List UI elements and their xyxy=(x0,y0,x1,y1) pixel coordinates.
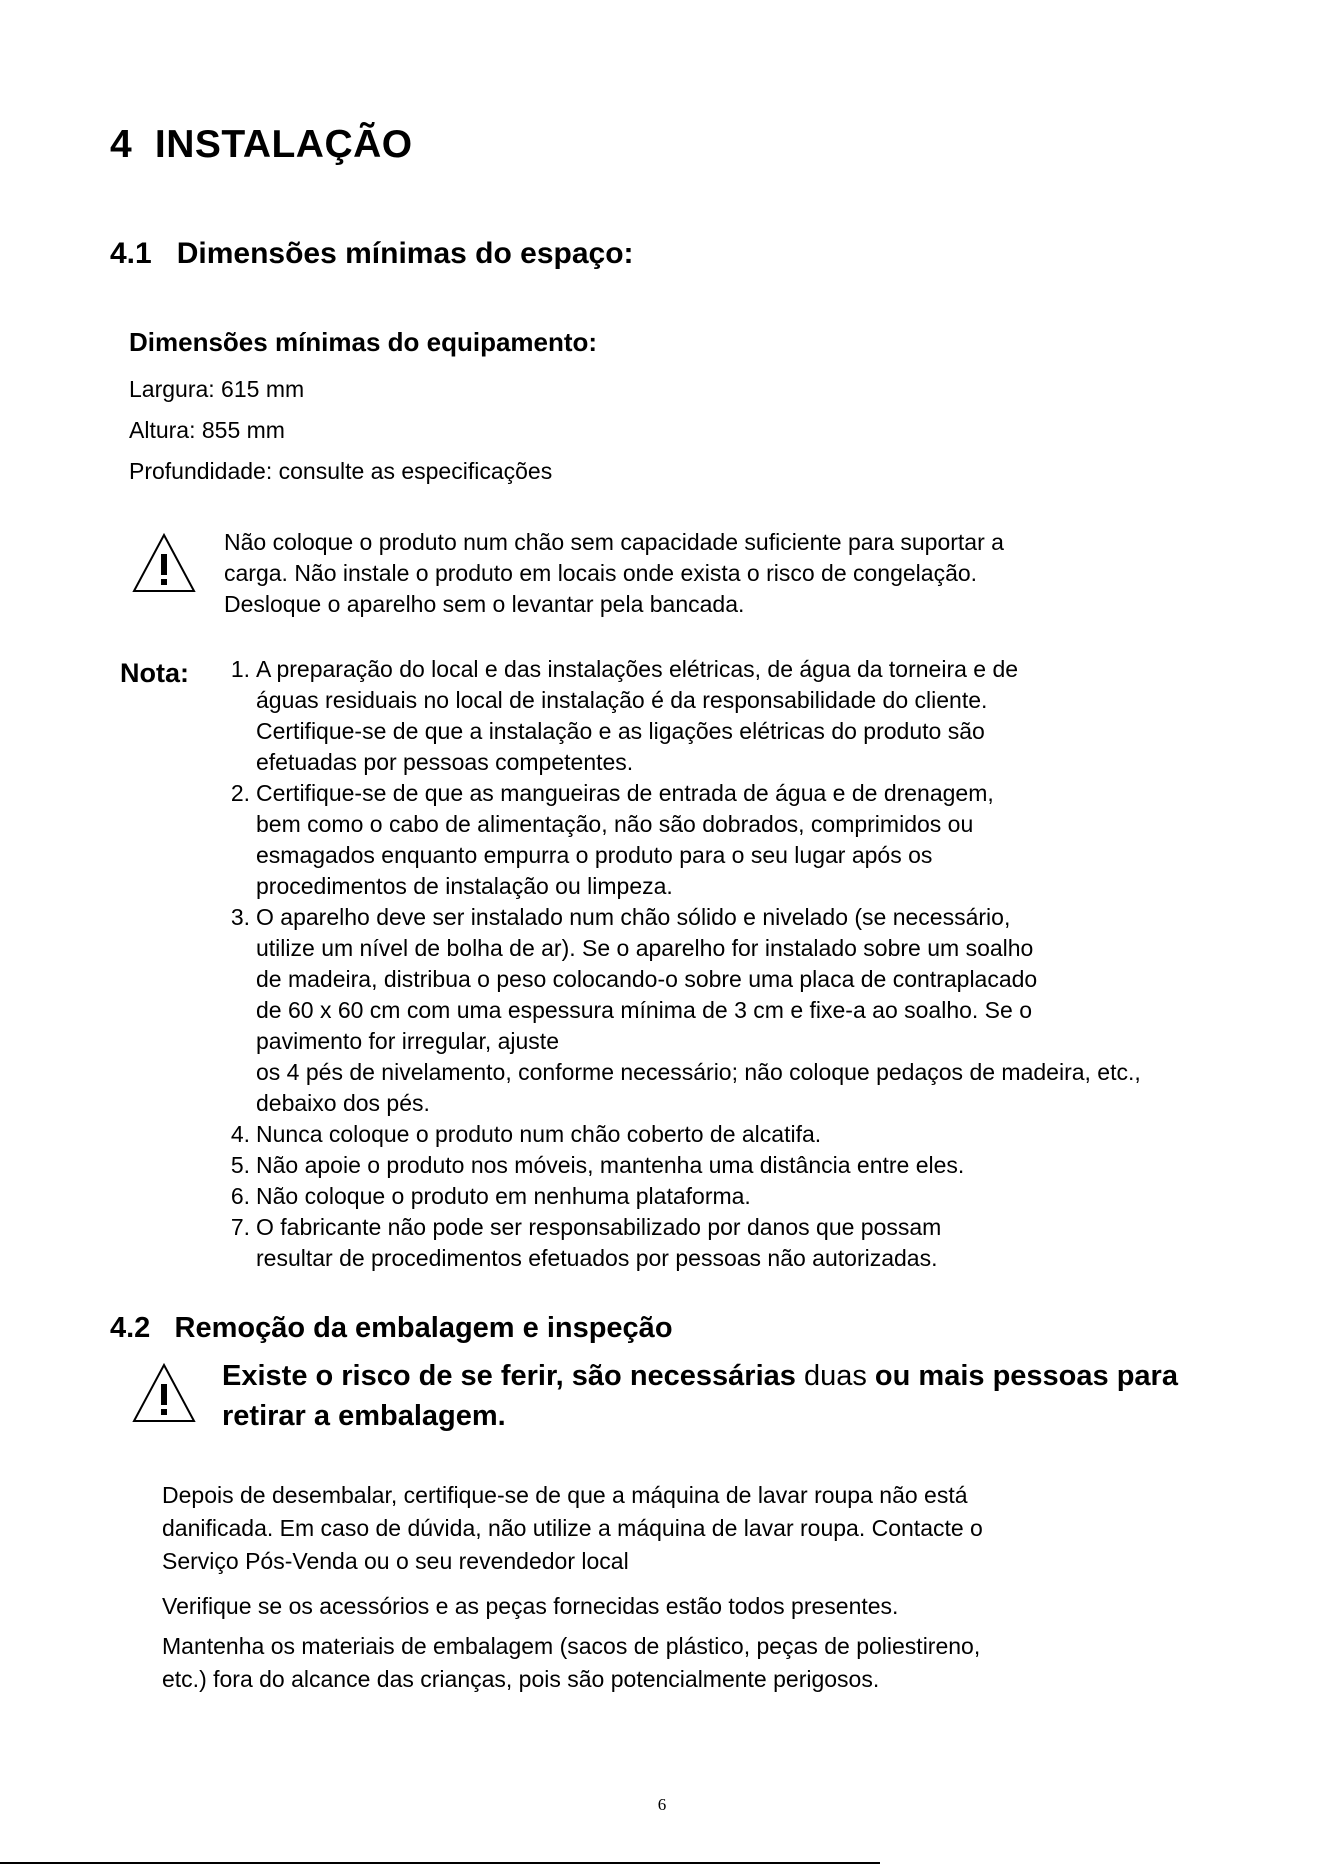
nota-list xyxy=(222,654,1242,1274)
dimension-height: Altura: 855 mm xyxy=(129,417,285,443)
equipment-dimensions-heading: Dimensões mínimas do equipamento: xyxy=(129,327,598,357)
inspection-paragraph: Depois de desembalar, certifique-se de que a máquina de lavar roupa não está danificada. Em caso de dúvida, não utilize a máquina de lavar roupa. Contacte o Serviço Pós-Venda ou o seu revendedor local xyxy=(162,1482,983,1574)
list-item: 1. A preparação do local e das instalações elétricas, de água da torneira e de águas residuais no local de instalação é da responsabilidade do cliente. Certifique-se de que a instalação e as ligações elétricas do produto são efetuadas por pessoas competentes. xyxy=(230,656,1019,775)
floor-warning-text: Não coloque o produto num chão sem capacidade suficiente para suportar a carga. Não instale o produto em locais onde exista o risco de congelação. Desloque o aparelho sem o levantar pela bancada. xyxy=(224,529,1004,617)
warning-triangle-icon xyxy=(132,1362,196,1424)
warning-triangle-icon xyxy=(132,532,196,594)
section-4-1-title: 4.1 Dimensões mínimas do espaço: xyxy=(110,237,634,270)
list-item: 4. Nunca coloque o produto num chão coberto de alcatifa. xyxy=(230,1121,822,1147)
list-item: 3. O aparelho deve ser instalado num chão sólido e nivelado (se necessário, utilize um nível de bolha de ar). Se o aparelho for instalado sobre um soalho de madeira, distribua o peso colocando-o sobre uma placa de contraplacado de 60 x 60 cm com uma espessura mínima de 3 cm e fixe-a ao soalho. Se o pavimento for irregular, ajuste os 4 pés de nivelamento, conforme necessário; não coloque pedaços de madeira, etc., debaixo dos pés. xyxy=(230,904,1141,1116)
packaging-materials-paragraph: Mantenha os materiais de embalagem (sacos de plástico, peças de poliestireno, etc.) fora do alcance das crianças, pois são potencialmente perigosos. xyxy=(162,1633,981,1692)
dimension-width: Largura: 615 mm xyxy=(129,376,305,402)
nota-label: Nota: xyxy=(120,658,189,688)
unpacking-warning-text: Existe o risco de se ferir, são necessárias duas ou mais pessoas para retirar a embalagem. xyxy=(222,1360,1178,1432)
list-item: 7. O fabricante não pode ser responsabilizado por danos que possam resultar de procedimentos efetuados por pessoas não autorizadas. xyxy=(230,1214,942,1271)
page-number: 6 xyxy=(657,1795,667,1814)
footer-rule xyxy=(0,1862,880,1864)
list-item: 6. Não coloque o produto em nenhuma plataforma. xyxy=(230,1183,751,1209)
list-item: 2. Certifique-se de que as mangueiras de entrada de água e de drenagem, bem como o cabo de alimentação, não são dobrados, comprimidos ou esmagados enquanto empurra o produto para o seu lugar após os procedimentos de instalação ou limpeza. xyxy=(230,780,994,899)
chapter-title: 4 INSTALAÇÃO xyxy=(110,123,413,166)
accessories-paragraph: Verifique se os acessórios e as peças fornecidas estão todos presentes. xyxy=(162,1593,899,1619)
dimension-depth: Profundidade: consulte as especificações xyxy=(129,458,553,484)
section-4-2-title: 4.2 Remoção da embalagem e inspeção xyxy=(110,1312,673,1344)
list-item: 5. Não apoie o produto nos móveis, mantenha uma distância entre eles. xyxy=(230,1152,965,1178)
